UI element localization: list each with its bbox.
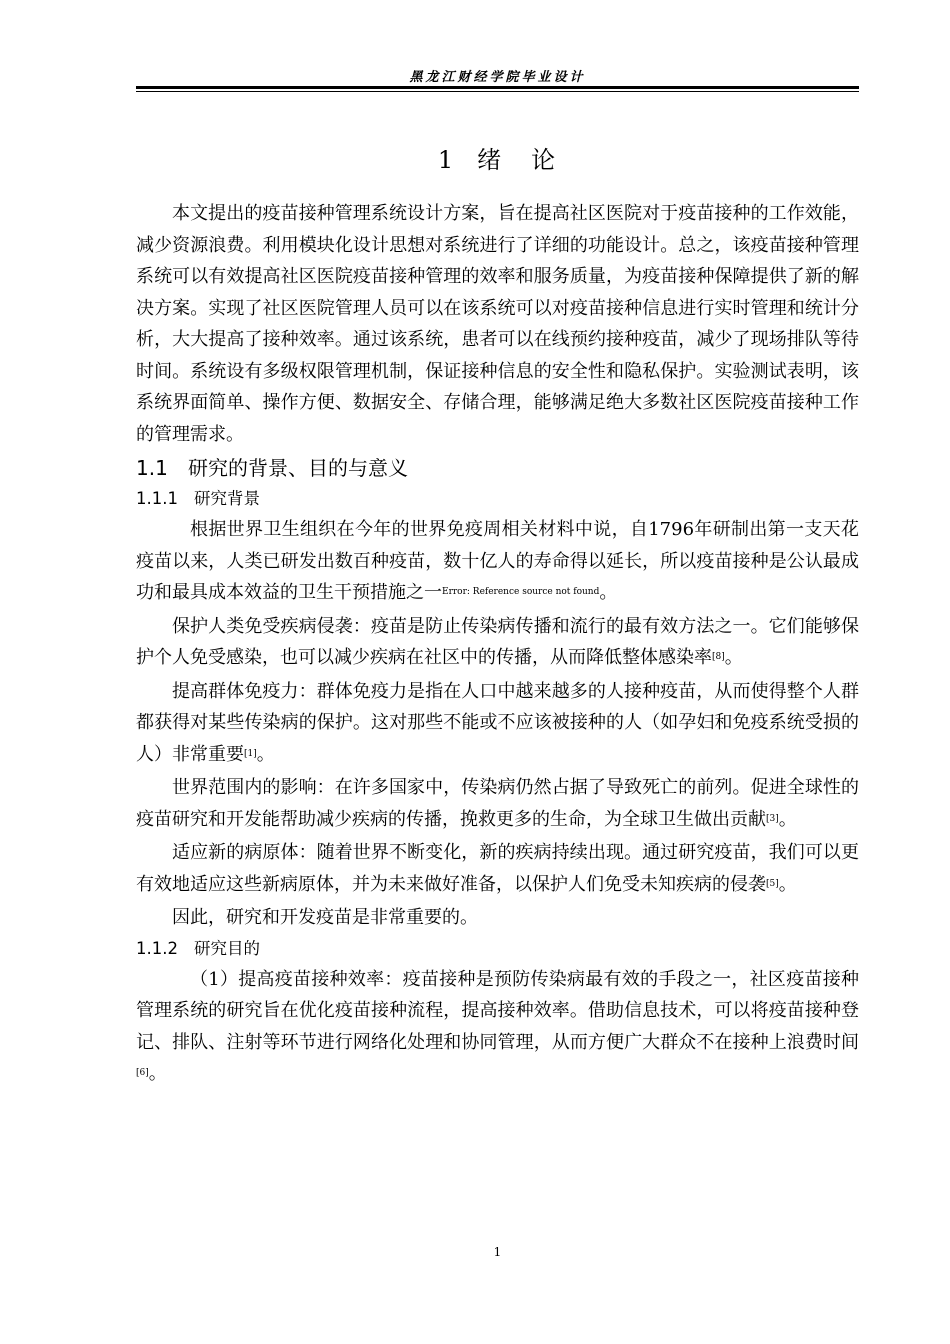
citation-ref: [5] [766,878,779,889]
header-rule-thin [136,91,859,92]
section-heading-1-1-2: 1.1.2 研究目的 [136,938,260,958]
purpose-paragraph-1: （1）提高疫苗接种效率：疫苗接种是预防传染病最有效的手段之一，社区疫苗接种管理系统的研究旨在优化疫苗接种流程，提高接种效率。借助信息技术，可以将疫苗接种登记、排队、注射等环节进行网络化处理和协同管理，从而方便广大群众不在接种上浪费时间[6]。 [136,968,859,1084]
section-heading-1-1: 1.1 研究的背景、目的与意义 [136,456,408,480]
chapter-title-char-1: 绪 [477,146,504,174]
reference-error-text: Error: Reference source not found [442,587,600,597]
background-paragraph-2: 保护人类免受疾病侵袭：疫苗是防止传染病传播和流行的最有效方法之一。它们能够保护个人免受感染，也可以减少疾病在社区中的传播，从而降低整体感染率[8]。 [136,615,859,668]
citation-ref: [3] [766,813,779,824]
background-paragraph-3: 提高群体免疫力：群体免疫力是指在人口中越来越多的人接种疫苗，从而使得整个人群都获得对某些传染病的保护。这对那些不能或不应该被接种的人（如孕妇和免疫系统受损的人）非常重要[1]。 [136,680,859,765]
header-rule-thick [136,86,859,89]
section-heading-1-1-1: 1.1.1 研究背景 [136,489,260,508]
page-number: 1 [493,1245,502,1259]
chapter-title-char-2: 论 [531,146,558,174]
chapter-number: 1 [437,146,456,174]
background-paragraph-6: 因此，研究和开发疫苗是非常重要的。 [172,907,478,928]
chapter-title [136,140,859,175]
body-content [136,198,859,1090]
background-paragraph-5: 适应新的病原体：随着世界不断变化，新的疾病持续出现。通过研究疫苗，我们可以更有效地适应这些新病原体，并为未来做好准备，以保护人们免受未知疾病的侵袭[5]。 [136,842,859,895]
page-header: 黑龙江财经学院毕业设计 [409,70,586,85]
citation-ref: [6] [136,1068,149,1078]
background-paragraph-1: 根据世界卫生组织在今年的世界免疫周相关材料中说，自1796年研制出第一支天花疫苗以来，人类已研发出数百种疫苗，数十亿人的寿命得以延长，所以疫苗接种是公认最成功和最具成本效益的卫生干预措施之一$^{Error: Reference source not found}$。 [136,519,859,603]
intro-paragraph: 本文提出的疫苗接种管理系统设计方案，旨在提高社区医院对于疫苗接种的工作效能，减少资源浪费。利用模块化设计思想对系统进行了详细的功能设计。总之，该疫苗接种管理系统可以有效提高社区医院疫苗接种管理的效率和服务质量，为疫苗接种保障提供了新的解决方案。实现了社区医院管理人员可以在该系统可以对疫苗接种信息进行实时管理和统计分析，大大提高了接种效率。通过该系统，患者可以在线预约接种疫苗，减少了现场排队等待时间。系统设有多级权限管理机制，保证接种信息的安全性和隐私保护。实验测试表明，该系统界面简单、操作方便、数据安全、存储合理，能够满足绝大多数社区医院疫苗接种工作的管理需求。 [136,203,859,445]
citation-ref: [8] [712,652,725,662]
background-paragraph-4: 世界范围内的影响：在许多国家中，传染病仍然占据了导致死亡的前列。促进全球性的疫苗研究和开发能帮助减少疾病的传播，挽救更多的生命，为全球卫生做出贡献[3]。 [136,777,859,830]
citation-ref: [1] [244,748,257,759]
